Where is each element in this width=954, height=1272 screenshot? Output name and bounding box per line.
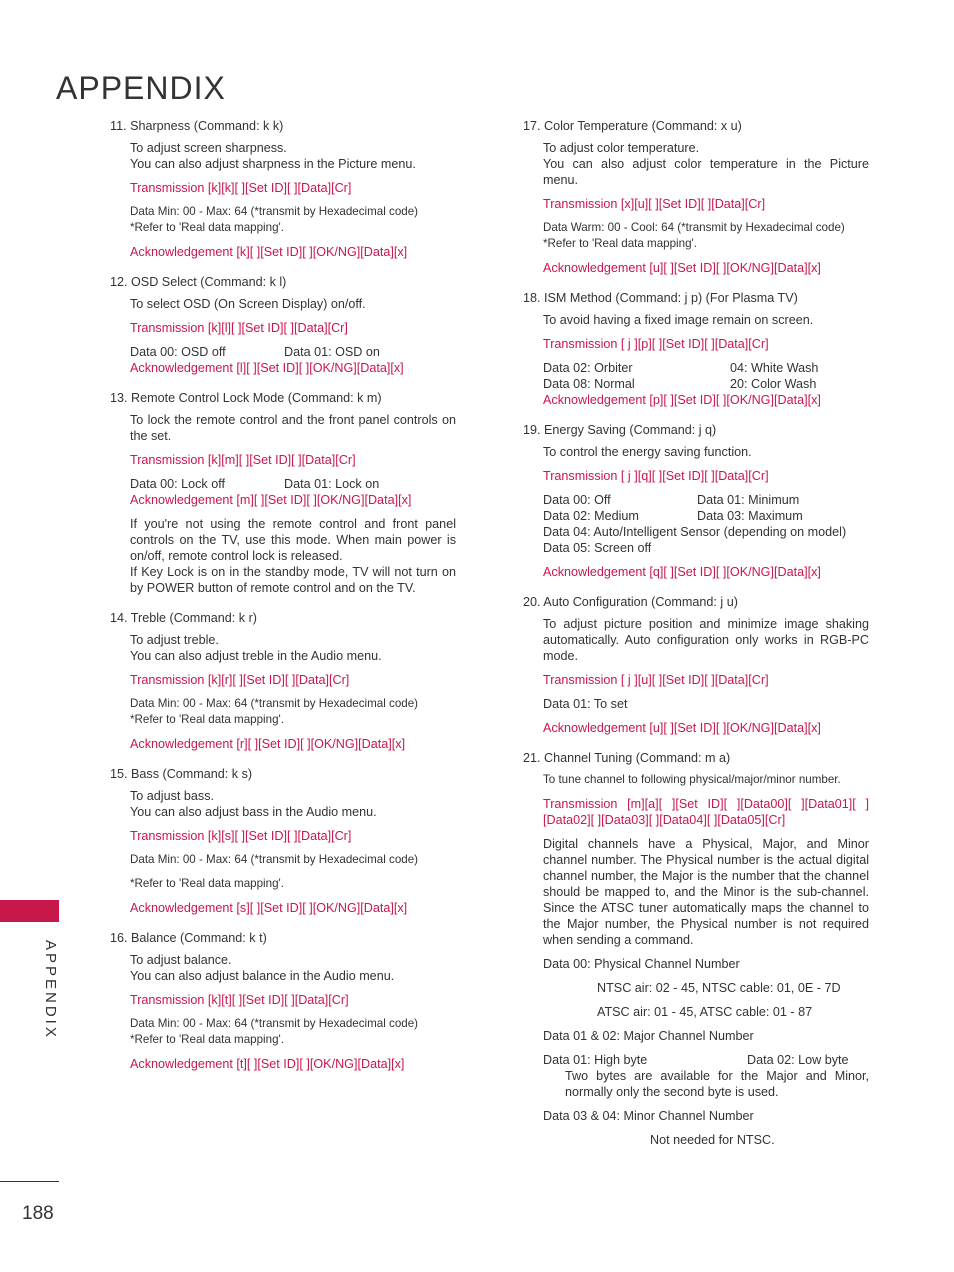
acknowledgement-format: Acknowledgement [m][ ][Set ID][ ][OK/NG][Data][x] <box>130 493 412 507</box>
transmission-format: Transmission [k][k][ ][Set ID][ ][Data][Cr] <box>130 181 352 195</box>
description: You can also adjust color temperature in the Picture menu. <box>543 157 869 187</box>
left-column <box>110 118 456 1086</box>
data-range: Data Min: 00 - Max: 64 (*transmit by Hexadecimal code) <box>130 697 419 710</box>
description: To tune channel to following physical/major/minor number. <box>543 773 841 786</box>
description: To adjust treble. <box>130 633 219 647</box>
section-osd-select <box>110 274 456 376</box>
transmission-format: Transmission [m][a][ ][Set ID][ ][Data00][ ][Data01][ ][Data02][ ][Data03][ ][Data04][ ][Data05][Cr] <box>543 797 869 827</box>
footer-divider <box>0 1181 59 1182</box>
acknowledgement-format: Acknowledgement [q][ ][Set ID][ ][OK/NG][Data][x] <box>543 565 821 579</box>
note: Two bytes are available for the Major and Minor, normally only the second byte is used. <box>565 1069 869 1099</box>
data-range: Data Min: 00 - Max: 64 (*transmit by Hexadecimal code) <box>130 205 419 218</box>
description: You can also adjust sharpness in the Picture menu. <box>130 157 416 171</box>
transmission-format: Transmission [x][u][ ][Set ID][ ][Data][Cr] <box>543 197 766 211</box>
note: If Key Lock is on in the standby mode, TV will not turn on by POWER button of remote control and on the TV. <box>130 565 456 595</box>
data-value: Data 03 & 04: Minor Channel Number <box>543 1109 754 1123</box>
side-section-label: APPENDIX <box>42 940 59 1040</box>
section-heading: 12. OSD Select (Command: k l) <box>110 275 287 289</box>
description: To adjust screen sharpness. <box>130 141 287 155</box>
side-tab-marker <box>0 900 59 922</box>
right-column <box>523 118 869 1162</box>
data-value: ATSC air: 01 - 45, ATSC cable: 01 - 87 <box>597 1005 813 1019</box>
acknowledgement-format: Acknowledgement [l][ ][Set ID][ ][OK/NG][Data][x] <box>130 361 404 375</box>
data-value: Data 05: Screen off <box>543 541 652 555</box>
section-heading: 21. Channel Tuning (Command: m a) <box>523 751 731 765</box>
section-balance <box>110 930 456 1072</box>
data-values <box>543 1052 869 1068</box>
section-heading: 20. Auto Configuration (Command: j u) <box>523 595 738 609</box>
data-value: Data 02: Low byte <box>747 1053 849 1067</box>
data-range: Data Min: 00 - Max: 64 (*transmit by Hexadecimal code) <box>130 853 419 866</box>
description: To adjust bass. <box>130 789 215 803</box>
data-values <box>130 344 456 360</box>
data-value: Data 01: OSD on <box>284 345 380 359</box>
data-values <box>130 476 456 492</box>
section-energy-saving <box>523 422 869 580</box>
description: To control the energy saving function. <box>543 445 752 459</box>
data-values <box>543 376 869 392</box>
data-value: Data 01: High byte <box>543 1053 648 1067</box>
data-value: Data 01 & 02: Major Channel Number <box>543 1029 754 1043</box>
data-range: Data Min: 00 - Max: 64 (*transmit by Hexadecimal code) <box>130 1017 419 1030</box>
acknowledgement-format: Acknowledgement [u][ ][Set ID][ ][OK/NG][Data][x] <box>543 721 821 735</box>
data-value: 20: Color Wash <box>730 377 817 391</box>
section-bass <box>110 766 456 916</box>
section-auto-configuration <box>523 594 869 736</box>
description: To adjust balance. <box>130 953 232 967</box>
transmission-format: Transmission [k][m][ ][Set ID][ ][Data][Cr] <box>130 453 356 467</box>
description: Digital channels have a Physical, Major, and Minor channel number. The Physical number is the actual digital channel number, the Major is the number that the channel should be mapped to, and the Minor is the sub-channel. Since the ATSC tuner automatically maps the channel to the Major number, the Physical number is not required when sending a command. <box>543 837 869 947</box>
section-heading: 14. Treble (Command: k r) <box>110 611 257 625</box>
acknowledgement-format: Acknowledgement [k][ ][Set ID][ ][OK/NG][Data][x] <box>130 245 408 259</box>
transmission-format: Transmission [ j ][u][ ][Set ID][ ][Data][Cr] <box>543 673 769 687</box>
data-range: Data Warm: 00 - Cool: 64 (*transmit by Hexadecimal code) <box>543 221 845 234</box>
description: You can also adjust treble in the Audio menu. <box>130 649 382 663</box>
transmission-format: Transmission [k][r][ ][Set ID][ ][Data][Cr] <box>130 673 350 687</box>
section-heading: 19. Energy Saving (Command: j q) <box>523 423 717 437</box>
section-color-temperature <box>523 118 869 276</box>
description: You can also adjust bass in the Audio menu. <box>130 805 377 819</box>
description: To adjust picture position and minimize image shaking automatically. Auto configuration only works in RGB-PC mode. <box>543 617 869 663</box>
data-value: Data 01: Minimum <box>697 493 800 507</box>
note: If you're not using the remote control and front panel controls on the TV, use this mode. When main power is on/off, remote control lock is released. <box>130 517 456 563</box>
data-value: Data 00: OSD off <box>130 345 226 359</box>
data-value: Data 01: Lock on <box>284 477 380 491</box>
section-heading: 16. Balance (Command: k t) <box>110 931 267 945</box>
data-value: Data 00: Off <box>543 493 611 507</box>
description: To select OSD (On Screen Display) on/off. <box>130 297 366 311</box>
data-value: NTSC air: 02 - 45, NTSC cable: 01, 0E - 7D <box>597 981 841 995</box>
section-heading: 11. Sharpness (Command: k k) <box>110 119 284 133</box>
description: To lock the remote control and the front panel controls on the set. <box>130 413 456 443</box>
section-heading: 15. Bass (Command: k s) <box>110 767 253 781</box>
data-value: Data 08: Normal <box>543 377 635 391</box>
acknowledgement-format: Acknowledgement [s][ ][Set ID][ ][OK/NG][Data][x] <box>130 901 408 915</box>
section-heading: 17. Color Temperature (Command: x u) <box>523 119 742 133</box>
section-sharpness <box>110 118 456 260</box>
transmission-format: Transmission [ j ][p][ ][Set ID][ ][Data][Cr] <box>543 337 769 351</box>
data-value: Data 00: Physical Channel Number <box>543 957 740 971</box>
section-channel-tuning <box>523 750 869 1148</box>
data-note: *Refer to 'Real data mapping'. <box>130 221 284 234</box>
data-note: *Refer to 'Real data mapping'. <box>130 713 284 726</box>
section-heading: 18. ISM Method (Command: j p) (For Plasma TV) <box>523 291 798 305</box>
data-value: Data 02: Orbiter <box>543 361 633 375</box>
acknowledgement-format: Acknowledgement [u][ ][Set ID][ ][OK/NG][Data][x] <box>543 261 821 275</box>
description: To avoid having a fixed image remain on screen. <box>543 313 814 327</box>
section-ism-method <box>523 290 869 408</box>
data-note: *Refer to 'Real data mapping'. <box>130 1033 284 1046</box>
acknowledgement-format: Acknowledgement [t][ ][Set ID][ ][OK/NG][Data][x] <box>130 1057 405 1071</box>
data-value: Data 04: Auto/Intelligent Sensor (depending on model) <box>543 525 847 539</box>
transmission-format: Transmission [ j ][q][ ][Set ID][ ][Data][Cr] <box>543 469 769 483</box>
acknowledgement-format: Acknowledgement [r][ ][Set ID][ ][OK/NG][Data][x] <box>130 737 406 751</box>
data-values <box>543 492 869 508</box>
section-heading: 13. Remote Control Lock Mode (Command: k m) <box>110 391 382 405</box>
data-value: Data 00: Lock off <box>130 477 225 491</box>
page-number: 188 <box>22 1203 54 1224</box>
description: To adjust color temperature. <box>543 141 700 155</box>
data-values <box>543 360 869 376</box>
data-note: *Refer to 'Real data mapping'. <box>130 877 284 890</box>
data-values <box>543 508 869 524</box>
page-title: APPENDIX <box>56 70 226 106</box>
data-value: Not needed for NTSC. <box>650 1133 775 1147</box>
data-value: Data 02: Medium <box>543 509 639 523</box>
transmission-format: Transmission [k][l][ ][Set ID][ ][Data][Cr] <box>130 321 348 335</box>
transmission-format: Transmission [k][s][ ][Set ID][ ][Data][Cr] <box>130 829 352 843</box>
section-remote-lock <box>110 390 456 596</box>
acknowledgement-format: Acknowledgement [p][ ][Set ID][ ][OK/NG][Data][x] <box>543 393 821 407</box>
description: You can also adjust balance in the Audio menu. <box>130 969 395 983</box>
data-note: *Refer to 'Real data mapping'. <box>543 237 697 250</box>
data-value: Data 01: To set <box>543 697 628 711</box>
section-treble <box>110 610 456 752</box>
data-value: 04: White Wash <box>730 361 819 375</box>
data-value: Data 03: Maximum <box>697 509 803 523</box>
transmission-format: Transmission [k][t][ ][Set ID][ ][Data][Cr] <box>130 993 349 1007</box>
